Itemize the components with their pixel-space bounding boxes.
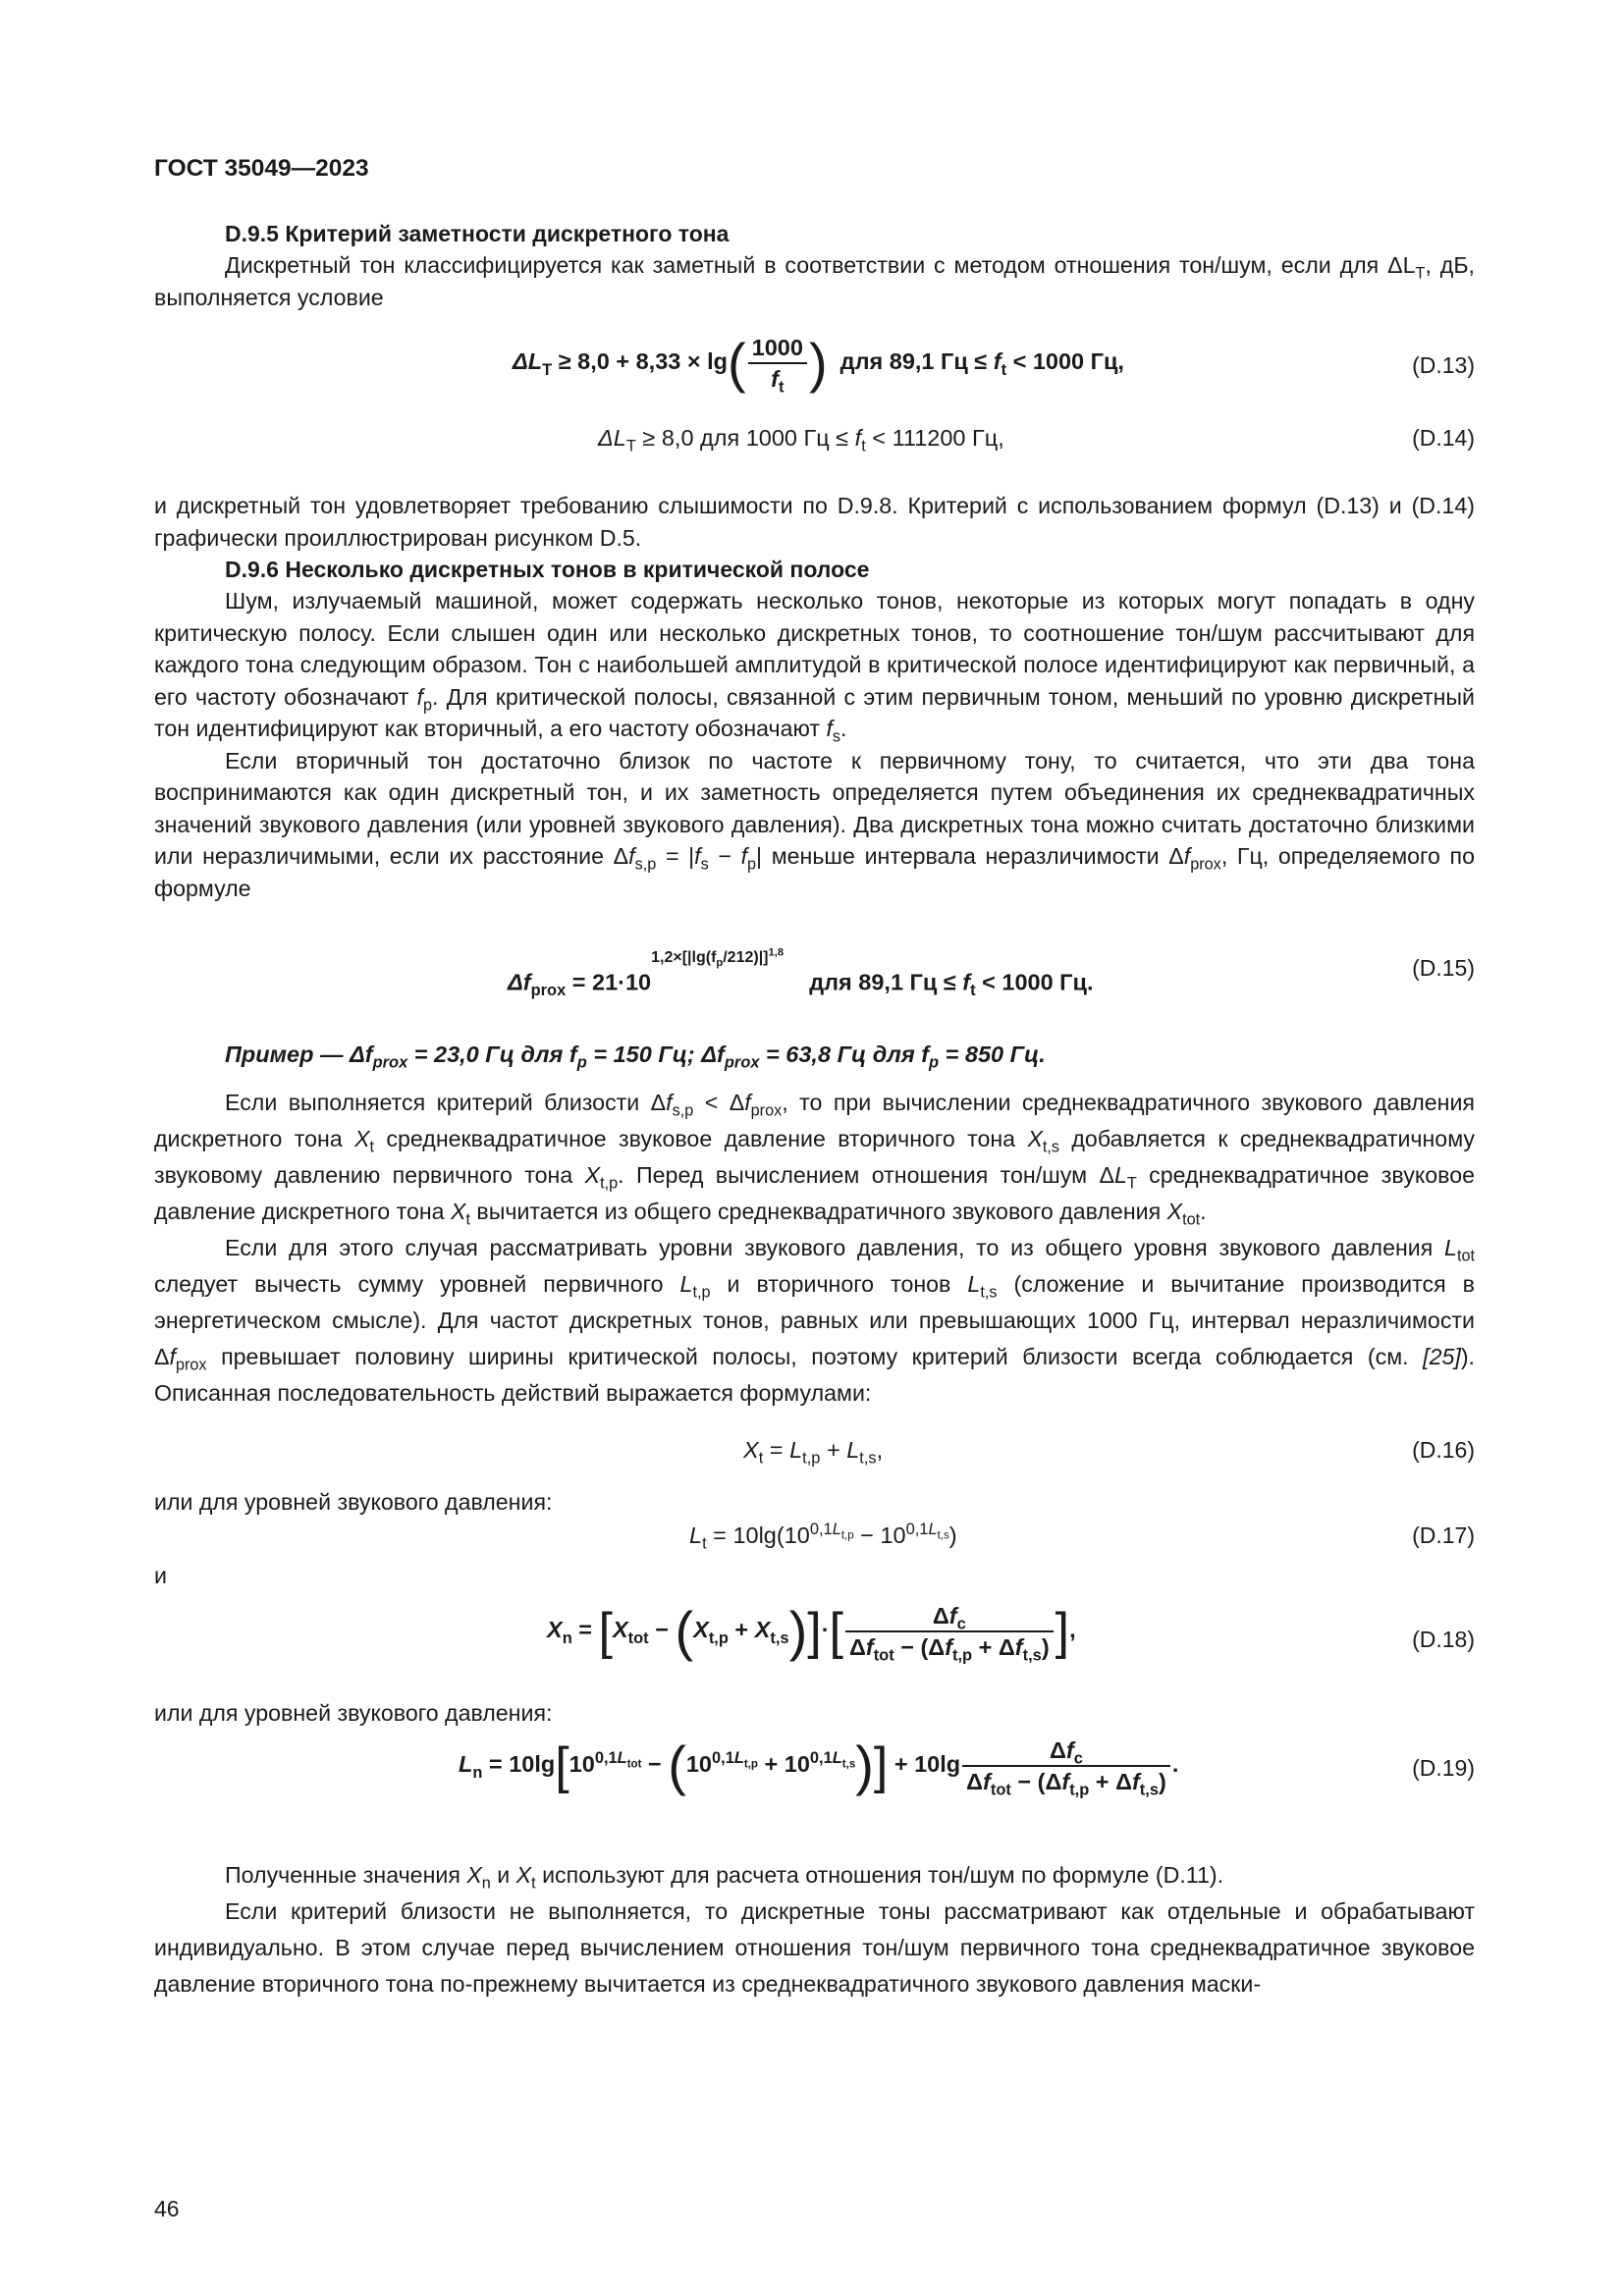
section-d96-title: D.9.6 Несколько дискретных тонов в критической полосе: [225, 557, 870, 582]
formula-d16-label: (D.16): [1412, 1437, 1475, 1463]
formula-d18: $X_n = [X_{tot} - (X_{t,p} + X_{t,s})]\cdot$[ $\frac{\Delta f_c}{\Delta f_{tot} - (\Delta f_{t,p} + \Delta f_{t,s})}$ ], (D.18): [547, 1600, 1475, 1665]
after-d14-text: и дискретный тон удовлетворяет требованию слышимости по D.9.8. Критерий с использованием формул (D.13) и (D.14) графически проиллюстрирован рисунком D.5.: [154, 493, 1475, 551]
levels-paragraph: Если для этого случая рассматривать уровни звукового давления, то из общего уровня звукового давления $L_{tot}$ следует вычесть сумму уровней первичного $L_{t,p}$ и вторичного тонов $L_{t,s}$ (сложение и вычитание производится в энергетическом смысле). Для частот дискретных тонов, равных или превышающих 1000 Гц, интервал неразличимости $\Delta f_{prox}$ превышает половину ширины критической полосы, поэтому критерий близости всегда соблюдается (см. [25]). Описанная последовательность действий выражается формулами:: [154, 1235, 1475, 1406]
and-word: и: [154, 1562, 167, 1588]
formula-d19-label: (D.19): [1412, 1754, 1475, 1781]
section-d96-p2: Если вторичный тон достаточно близок по частоте к первичному тону, то считается, что эти два тона воспринимаются как один дискретный тон, и их заметность определяется путем объединения их среднеквадратичных значений звукового давления (или уровней звукового давления). Два дискретных тона можно считать достаточно близкими или неразличимыми, если их расстояние $\Delta f_{s,p} = |f_s - f_p|$ меньше интервала неразличимости $\Delta f_{prox}$, Гц, определяемого по формуле: [154, 747, 1475, 901]
section-d96-p1: Шум, излучаемый машиной, может содержать несколько тонов, некоторые из которых могут попадать в одну критическую полосу. Если слышен один или несколько дискретных тонов, то соотношение тон/шум рассчитывают для каждого тона следующим образом. Тон с наибольшей амплитудой в критической полосе идентифицируют как первичный, а его частоту обозначают $f_p$. Для критической полосы, связанной с этим первичным тоном, меньший по уровню дискретный тон идентифицируют как вторичный, а его частоту обозначают $f_s$.: [154, 588, 1475, 746]
example-note: Пример — $\Delta f_{prox} = 23,0$ Гц для $f_p = 150$ Гц; $\Delta f_{prox} = 63,8$ Гц для $f_p = 850$ Гц.: [225, 1041, 1046, 1072]
proximity-paragraph: Если выполняется критерий близости $\Delta f_{s,p} < \Delta f_{prox}$, то при вычислении среднеквадратичного звукового давления дискретного тона $X_t$ среднеквадратичное звуковое давление вторичного тона $X_{t,s}$ добавляется к среднеквадратичному звуковому давлению первичного тона $X_{t,p}$. Перед вычислением отношения тон/шум $\Delta L_T$ среднеквадратичное звуковое давление дискретного тона $X_t$ вычитается из общего среднеквадратичного звукового давления $X_{tot}$.: [154, 1090, 1476, 1229]
formula-d17-label: (D.17): [1412, 1522, 1475, 1548]
result-paragraph: Полученные значения $X_n$ и $X_t$ используют для расчета отношения тон/шум по формуле (D.11).: [225, 1861, 1224, 1893]
or-levels-2: или для уровней звукового давления:: [154, 1700, 553, 1726]
page-body: [154, 218, 1475, 2002]
formula-d18-label: (D.18): [1412, 1627, 1475, 1652]
formula-d19: $L_n = 10\lg[10^{0,1L_{tot}} - (10^{0,1L_{t,p}} + 10^{0,1L_{t,s}})] + 10\lg$ $\frac{\Delta f_c}{\Delta f_{tot} - (\Delta f_{t,p} + \Delta f_{t,s})}$ . (D.19): [459, 1734, 1475, 1799]
formula-d16: $X_t = L_{t,p} + L_{t,s}$, (D.16): [743, 1437, 1475, 1468]
or-levels-1: или для уровней звукового давления:: [154, 1489, 553, 1515]
section-d95-title: D.9.5 Критерий заметности дискретного тона: [225, 221, 730, 246]
formula-d17: $L_t = 10\lg(10^{0,1L_{t,p}} - 10^{0,1L_{t,s}})$ (D.17): [689, 1520, 1475, 1553]
formula-d13: $\Delta L_T \ge 8,0 + 8,33 \times \lg$( $\frac{1000}{f_t}$ ) для 89,1 Гц ≤ $f_t < 1000$ Гц, (D.13): [513, 332, 1475, 397]
section-d95-intro: Дискретный тон классифицируется как заметный в соответствии с методом отношения тон/шум, если для $\Delta L_T$, дБ, выполняется условие: [154, 252, 1475, 310]
formula-d15: $\Delta f_{prox} = 21\cdot 10^{1,2\times[|lg(f_p/212)|]^{1,8}}$ для 89,1 Гц ≤ $f_t < 1000$ Гц. (D.15): [508, 947, 1475, 1000]
formula-d14: $\Delta L_T \ge 8,0$ для 1000 Гц ≤ $f_t < 111200$ Гц, (D.14): [598, 425, 1475, 455]
separate-tones-paragraph: Если критерий близости не выполняется, то дискретные тоны рассматривают как отдельные и обрабатывают индивидуально. В этом случае перед вычислением отношения тон/шум первичного тона среднеквадратичное звуковое давление вторичного тона по-прежнему вычитается из среднеквадратичного звукового давления маски-: [154, 1897, 1475, 1997]
page-number: 46: [154, 2196, 180, 2221]
formula-d14-label: (D.14): [1412, 425, 1475, 451]
formula-d15-label: (D.15): [1412, 955, 1475, 981]
formula-d13-label: (D.13): [1412, 352, 1475, 378]
document-header: ГОСТ 35049—2023: [154, 155, 369, 182]
